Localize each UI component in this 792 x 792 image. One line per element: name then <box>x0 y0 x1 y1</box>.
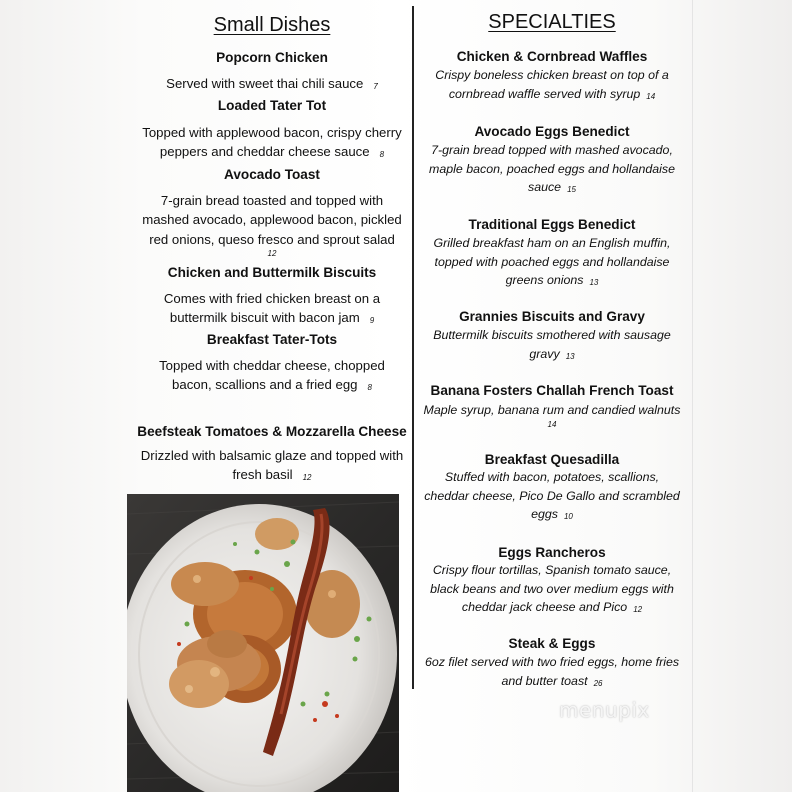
popcorn-chicken-name: Popcorn Chicken <box>216 50 328 65</box>
popcorn-chicken-desc: Served with sweet thai chili sauce 7 <box>166 76 378 91</box>
price: 12 <box>633 605 643 614</box>
loaded-tater-tot-desc: Topped with applewood bacon, crispy cherry peppers and cheddar cheese sauce 8 <box>142 125 402 160</box>
chicken-biscuits-desc: Comes with fried chicken breast on a buttermilk biscuit with bacon jam 9 <box>163 291 381 326</box>
price: 14 <box>547 419 557 429</box>
price: 14 <box>646 91 656 101</box>
grannies-biscuits-gravy-desc: Buttermilk biscuits smothered with sausage gravy 13 <box>433 328 671 361</box>
avocado-eggs-benedict-desc: 7-grain bread topped with mashed avocado, maple bacon, poached eggs and hollandaise sauce 15 <box>429 143 675 194</box>
loaded-tater-tot-name: Loaded Tater Tot <box>217 98 327 113</box>
chicken-cornbread-waffles-desc: Crispy boneless chicken breast on top of a cornbread waffle served with syrup 14 <box>435 68 669 101</box>
price: 15 <box>567 185 576 194</box>
price: 8 <box>379 150 385 160</box>
price: 13 <box>589 278 599 287</box>
steak-eggs-desc: 6oz filet served with two fried eggs, home fries and butter toast 26 <box>424 655 680 688</box>
menupix-watermark: menupix <box>559 698 650 722</box>
steak-eggs-name: Steak & Eggs <box>508 636 596 651</box>
eggs-rancheros-name: Eggs Rancheros <box>498 545 606 560</box>
traditional-eggs-benedict-desc: Grilled breakfast ham on an English muffin, topped with poached eggs and hollandaise greens onions 13 <box>433 236 671 287</box>
specialties-title: SPECIALTIES <box>488 11 616 33</box>
eggs-rancheros-desc: Crispy flour tortillas, Spanish tomato sauce, black beans and two over medium eggs with cheddar jack cheese and Pico 12 <box>430 563 674 614</box>
price: 8 <box>367 383 372 393</box>
breakfast-quesadilla-desc: Stuffed with bacon, potatoes, scallions, cheddar cheese, Pico De Gallo and scrambled eggs 10 <box>424 470 680 521</box>
avocado-toast-desc: 7-grain bread toasted and topped with mashed avocado, applewood bacon, pickled red onions, queso fresco and sprout salad 12 <box>126 191 418 259</box>
chicken-cornbread-waffles-name: Chicken & Cornbread Waffles <box>456 49 648 64</box>
traditional-eggs-benedict-name: Traditional Eggs Benedict <box>468 217 636 232</box>
grannies-biscuits-gravy-name: Grannies Biscuits and Gravy <box>459 309 645 324</box>
small-dishes-title: Small Dishes <box>213 14 331 36</box>
banana-fosters-french-toast-name: Banana Fosters Challah French Toast <box>430 383 674 398</box>
price: 10 <box>563 512 573 521</box>
avocado-eggs-benedict-name: Avocado Eggs Benedict <box>474 124 630 139</box>
price: 26 <box>593 678 603 688</box>
breakfast-tater-tots-name: Breakfast Tater-Tots <box>206 332 338 347</box>
page-edge-shadow <box>692 0 693 792</box>
breakfast-tater-tots-desc: Topped with cheddar cheese, chopped bacon, scallions and a fried egg 8 <box>159 358 385 393</box>
price: 13 <box>565 351 575 361</box>
chicken-biscuits-name: Chicken and Buttermilk Biscuits <box>167 265 377 280</box>
breakfast-quesadilla-name: Breakfast Quesadilla <box>484 452 620 467</box>
price: 7 <box>373 82 378 91</box>
beefsteak-tomatoes-name: Beefsteak Tomatoes & Mozzarella Cheese <box>137 424 407 439</box>
price: 12 <box>302 473 312 483</box>
avocado-toast-name: Avocado Toast <box>224 167 320 182</box>
chicken-waffles-illustration <box>127 494 399 792</box>
food-photo <box>127 494 399 792</box>
price: 9 <box>369 316 375 326</box>
beefsteak-tomatoes-desc: Drizzled with balsamic glaze and topped with fresh basil 12 <box>140 448 404 483</box>
price: 12 <box>267 248 277 258</box>
banana-fosters-french-toast-desc: Maple syrup, banana rum and candied walnuts 14 <box>416 401 688 430</box>
